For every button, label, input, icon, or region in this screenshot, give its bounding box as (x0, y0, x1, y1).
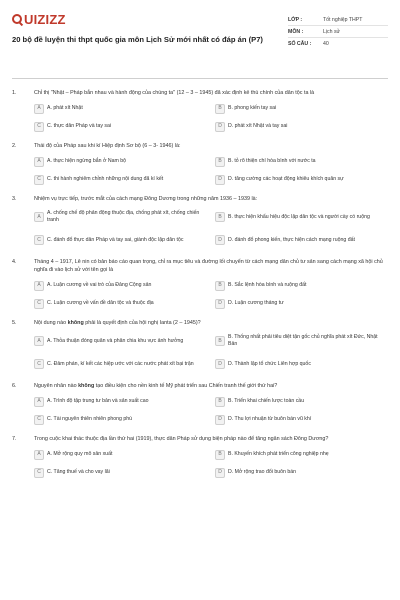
option-letter: B (215, 450, 225, 460)
meta-row-class (288, 14, 388, 26)
question-5 (12, 319, 388, 373)
question-number: 5. (12, 320, 17, 326)
question-text: Nhiệm vụ trực tiếp, trước mắt của cách mạng Đông Dương trong những năm 1936 – 1939 là: (34, 196, 258, 202)
question-number: 7. (12, 436, 17, 442)
question-number: 2. (12, 143, 17, 149)
option-c[interactable] (34, 466, 207, 479)
option-text: B. thực hiện khẩu hiệu độc lập dân tộc và người cày có ruộng (228, 213, 370, 220)
option-letter: A (34, 336, 44, 346)
option-letter: B (215, 157, 225, 167)
answer-options (34, 448, 388, 479)
option-text: A. chống chế độ phản động thuộc địa, chống phát xít, chống chiến tranh (47, 210, 200, 223)
logo-q-icon (12, 14, 22, 24)
question-number: 1. (12, 90, 17, 96)
option-d[interactable] (215, 231, 388, 249)
option-b[interactable] (215, 102, 388, 115)
option-letter: C (34, 468, 44, 478)
option-text: B. tỏ rõ thiện chí hòa bình với nước ta (228, 158, 316, 164)
option-text: C. đánh đổ thực dân Pháp và tay sai, giành độc lập dân tộc (47, 236, 184, 243)
header-divider (12, 78, 388, 79)
option-b[interactable] (215, 395, 388, 408)
option-c[interactable] (34, 297, 207, 310)
answer-options (34, 395, 388, 426)
option-letter: B (215, 336, 225, 346)
option-text: C. thi hành nghiêm chỉnh những nội dung đã kí kết (47, 176, 164, 182)
option-text: C. Tài nguyên thiên nhiên phong phú (47, 416, 132, 422)
question-3 (12, 195, 388, 249)
option-a[interactable] (34, 332, 207, 350)
option-letter: D (215, 299, 225, 309)
option-a[interactable] (34, 208, 207, 226)
option-b[interactable] (215, 208, 388, 226)
question-text-pre: Nguyên nhân nào (34, 383, 79, 389)
option-text: B. phong kiến tay sai (228, 105, 277, 111)
question-1 (12, 89, 388, 133)
option-letter: D (215, 468, 225, 478)
option-letter: A (34, 281, 44, 291)
option-c[interactable] (34, 120, 207, 133)
option-d[interactable] (215, 297, 388, 310)
quizizz-logo (12, 10, 274, 28)
option-letter: A (34, 212, 44, 222)
option-c[interactable] (34, 355, 207, 373)
option-text: A. thực hiện ngừng bắn ở Nam bộ (47, 158, 126, 164)
option-a[interactable] (34, 448, 207, 461)
question-text-post: phải là quyết định của hội nghị Ianta (2 – 1945)? (83, 320, 201, 326)
question-2 (12, 142, 388, 186)
option-text: C. Luận cương về vấn đề dân tộc và thuộc địa (47, 300, 154, 306)
answer-options (34, 102, 388, 133)
meta-label: SỐ CÂU : (288, 41, 312, 47)
option-text: D. Thu lợi nhuận từ buôn bán vũ khí (228, 416, 312, 422)
option-text: C. Đảm phán, kí kết các hiệp ước với các nước phát xít bại trận (47, 360, 194, 367)
option-letter: D (215, 175, 225, 185)
option-letter: A (34, 104, 44, 114)
option-letter: C (34, 415, 44, 425)
option-c[interactable] (34, 413, 207, 426)
option-letter: D (215, 359, 225, 369)
answer-options (34, 155, 388, 186)
option-text: B. Triển khai chiến lược toàn cầu (228, 398, 305, 404)
question-text-emphasis: không (67, 320, 84, 326)
question-number: 6. (12, 383, 17, 389)
question-text: Chỉ thị "Nhật – Pháp bắn nhau và hành động của chúng ta" (12 – 3 – 1945) đã xác định kẻ thù chính của dân tộc ta là (34, 90, 315, 96)
option-a[interactable] (34, 102, 207, 115)
option-text: A. Luận cương về vai trò của Đảng Cộng sản (47, 282, 152, 288)
option-a[interactable] (34, 155, 207, 168)
option-letter: C (34, 359, 44, 369)
option-letter: C (34, 122, 44, 132)
option-text: B. Sắc lệnh hòa bình và ruộng đất (228, 282, 307, 288)
option-letter: C (34, 175, 44, 185)
meta-label: LỚP : (288, 16, 303, 23)
option-letter: B (215, 212, 225, 222)
meta-row-subject (288, 26, 388, 38)
header (12, 10, 388, 74)
option-letter: A (34, 157, 44, 167)
option-d[interactable] (215, 173, 388, 186)
question-text: Tháng 4 – 1917, Lê nin có bản báo cáo quan trọng, chỉ ra mục tiêu và đường lối chuyển từ cách mạng dân chủ tư sản sang cách mạng xã hội chủ nghĩa đi vào lịch sử với tên gọi là (34, 259, 383, 273)
option-letter: C (34, 299, 44, 309)
option-d[interactable] (215, 413, 388, 426)
option-text: C. thực dân Pháp và tay sai (47, 123, 112, 129)
option-letter: D (215, 415, 225, 425)
answer-options (34, 208, 388, 249)
question-text-pre: Nội dung nào (34, 320, 68, 326)
option-letter: D (215, 122, 225, 132)
question-text: Trong cuộc khai thác thuộc địa lần thứ hai (1919), thực dân Pháp sử dụng biện pháp nào để tăng ngân sách Đông Dương? (34, 436, 329, 442)
meta-value: Tốt nghiệp THPT (323, 16, 363, 23)
option-text: A. Mở rộng quy mô sản xuất (47, 451, 113, 457)
option-b[interactable] (215, 155, 388, 168)
option-text: B. Khuyến khích phát triển công nghiệp nhẹ (228, 451, 329, 457)
option-a[interactable] (34, 395, 207, 408)
option-text: B. Thống nhất phải tiêu diệt tận gốc chủ nghĩa phát xít Đức, Nhật Bản (228, 334, 378, 347)
option-b[interactable] (215, 448, 388, 461)
meta-table (288, 14, 388, 50)
option-text: A. phát xít Nhật (47, 105, 83, 111)
option-d[interactable] (215, 355, 388, 373)
option-b[interactable] (215, 279, 388, 292)
meta-value: 40 (323, 41, 329, 47)
document-title: 20 bộ đề luyện thi thpt quốc gia môn Lịch Sử mới nhất có đáp án (P7) (12, 35, 263, 44)
brand (12, 10, 274, 44)
option-d[interactable] (215, 466, 388, 479)
option-letter: B (215, 397, 225, 407)
question-text (34, 319, 388, 327)
meta-row-count (288, 38, 388, 50)
option-letter: C (34, 235, 44, 245)
question-text-post: tạo điều kiện cho nền kinh tế Mỹ phát triển sau Chiến tranh thế giới thứ hai? (94, 383, 278, 389)
option-text: A. Thỏa thuận đóng quân và phân chia khu vực ảnh hưởng (47, 337, 184, 344)
option-text: D. đánh đổ phong kiến, thực hiện cách mạng ruộng đất (228, 236, 355, 243)
question-7 (12, 435, 388, 479)
question-number: 3. (12, 196, 17, 202)
option-text: D. Luận cương tháng tư (228, 300, 284, 306)
option-text: C. Tăng thuế và cho vay lãi (47, 469, 110, 475)
option-letter: A (34, 450, 44, 460)
option-d[interactable] (215, 120, 388, 133)
option-c[interactable] (34, 173, 207, 186)
option-letter: B (215, 281, 225, 291)
question-text-emphasis: không (78, 383, 95, 389)
option-text: D. Thành lập tổ chức Liên hợp quốc (228, 360, 311, 367)
option-text: D. tăng cường các hoạt động khiêu khích quân sự (228, 176, 344, 182)
meta-label: MÔN : (288, 28, 304, 35)
option-a[interactable] (34, 279, 207, 292)
meta-value: Lịch sử (323, 28, 341, 35)
logo-text: UIZIZZ (24, 11, 66, 27)
option-text: D. phát xít Nhật và tay sai (228, 123, 288, 129)
option-text: D. Mở rộng trao đổi buôn bán (228, 469, 296, 475)
option-letter: A (34, 397, 44, 407)
option-c[interactable] (34, 231, 207, 249)
option-text: A. Trình độ tập trung tư bản và sản xuất cao (47, 398, 149, 404)
question-text: Thái độ của Pháp sau khi kí Hiệp định Sơ bộ (6 – 3- 1946) là: (34, 143, 181, 149)
option-letter: D (215, 235, 225, 245)
question-number: 4. (12, 259, 17, 265)
option-b[interactable] (215, 332, 388, 350)
answer-options (34, 279, 388, 310)
answer-options (34, 332, 388, 373)
question-text (34, 382, 388, 390)
question-6 (12, 382, 388, 426)
question-4 (12, 258, 388, 310)
option-letter: B (215, 104, 225, 114)
